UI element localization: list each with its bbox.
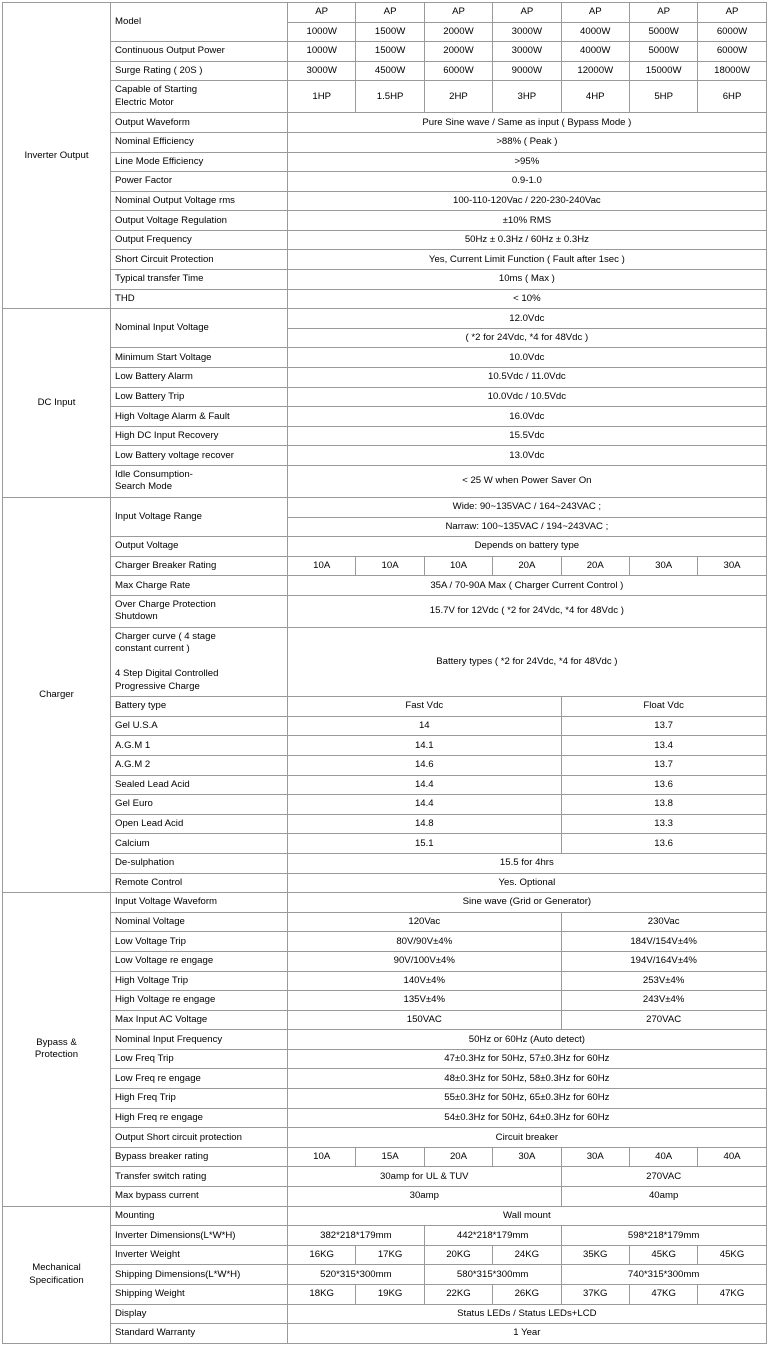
row-charger-breaker-rating-value-3: 10A [424, 556, 492, 576]
row-model-bottom-value-3: 2000W [424, 22, 492, 42]
specification-table-body [3, 3, 767, 1344]
table-row [3, 951, 767, 971]
table-row [3, 853, 767, 873]
param-label-a-g-m-2: A.G.M 2 [111, 755, 288, 775]
row-nominal-input-voltage-top-value: 12.0Vdc [288, 309, 767, 329]
param-label-low-freq-re-engage: Low Freq re engage [111, 1069, 288, 1089]
row-shipping-dimensions-l-w-h-value-2: 580*315*300mm [424, 1265, 561, 1285]
row-inverter-dimensions-l-w-h-value-3: 598*218*179mm [561, 1226, 766, 1246]
param-label-input-voltage-waveform: Input Voltage Waveform [111, 893, 288, 913]
table-row [3, 736, 767, 756]
row-nominal-voltage-value-right: 230Vac [561, 912, 766, 932]
table-row [3, 42, 767, 62]
param-label-bypass-breaker-rating: Bypass breaker rating [111, 1147, 288, 1167]
row-nominal-output-voltage-rms-value: 100-110-120Vac / 220-230-240Vac [288, 191, 767, 211]
param-label-gel-u-s-a: Gel U.S.A [111, 716, 288, 736]
table-row [3, 289, 767, 309]
param-label-high-dc-input-recovery: High DC Input Recovery [111, 426, 288, 446]
row-output-waveform-value: Pure Sine wave / Same as input ( Bypass Mode ) [288, 113, 767, 133]
row-high-voltage-trip-value-right: 253V±4% [561, 971, 766, 991]
row-low-voltage-re-engage-value-left: 90V/100V±4% [288, 951, 562, 971]
param-label-inverter-weight: Inverter Weight [111, 1245, 288, 1265]
table-row [3, 61, 767, 81]
param-label-nominal-input-voltage: Nominal Input Voltage [111, 309, 288, 348]
param-label-low-battery-alarm: Low Battery Alarm [111, 368, 288, 388]
table-row [3, 1245, 767, 1265]
param-label-high-freq-trip: High Freq Trip [111, 1089, 288, 1109]
param-label-input-voltage-range: Input Voltage Range [111, 497, 288, 536]
table-row [3, 991, 767, 1011]
row-inverter-weight-value-4: 24KG [493, 1245, 561, 1265]
section-label-charger: Charger [3, 497, 111, 892]
param-label-output-frequency: Output Frequency [111, 230, 288, 250]
param-label-low-battery-voltage-recover: Low Battery voltage recover [111, 446, 288, 466]
row-continuous-output-power-value-3: 2000W [424, 42, 492, 62]
row-output-short-circuit-protection-value: Circuit breaker [288, 1128, 767, 1148]
table-row [3, 556, 767, 576]
param-label-output-short-circuit-protection: Output Short circuit protection [111, 1128, 288, 1148]
row-input-voltage-range-bottom-value: Narraw: 100~135VAC / 194~243VAC ; [288, 517, 767, 537]
row-model-bottom-value-7: 6000W [698, 22, 766, 42]
row-capable-of-starting-electric-motor-value-7: 6HP [698, 81, 766, 113]
row-charger-curve-4-stage-constant-current-4-step-di-value: Battery types ( *2 for 24Vdc, *4 for 48Vdc ) [288, 627, 767, 696]
row-inverter-weight-value-2: 17KG [356, 1245, 424, 1265]
table-row [3, 1285, 767, 1305]
table-row [3, 132, 767, 152]
row-de-sulphation-value: 15.5 for 4hrs [288, 853, 767, 873]
row-high-freq-trip-value: 55±0.3Hz for 50Hz, 65±0.3Hz for 60Hz [288, 1089, 767, 1109]
row-gel-euro-value-left: 14.4 [288, 795, 562, 815]
table-row [3, 368, 767, 388]
row-low-battery-voltage-recover-value: 13.0Vdc [288, 446, 767, 466]
table-row [3, 912, 767, 932]
row-max-bypass-current-value-left: 30amp [288, 1187, 562, 1207]
row-over-charge-protection-shutdown-value: 15.7V for 12Vdc ( *2 for 24Vdc, *4 for 48Vdc ) [288, 595, 767, 627]
param-label-mounting: Mounting [111, 1206, 288, 1226]
row-capable-of-starting-electric-motor-value-3: 2HP [424, 81, 492, 113]
row-bypass-breaker-rating-value-6: 40A [629, 1147, 697, 1167]
row-low-freq-re-engage-value: 48±0.3Hz for 50Hz, 58±0.3Hz for 60Hz [288, 1069, 767, 1089]
param-label-a-g-m-1: A.G.M 1 [111, 736, 288, 756]
param-label-display: Display [111, 1304, 288, 1324]
table-row [3, 191, 767, 211]
param-label-high-voltage-trip: High Voltage Trip [111, 971, 288, 991]
row-low-freq-trip-value: 47±0.3Hz for 50Hz, 57±0.3Hz for 60Hz [288, 1049, 767, 1069]
param-label-remote-control: Remote Control [111, 873, 288, 893]
row-thd-value: < 10% [288, 289, 767, 309]
param-label-nominal-efficiency: Nominal Efficiency [111, 132, 288, 152]
row-shipping-weight-value-1: 18KG [288, 1285, 356, 1305]
row-nominal-efficiency-value: >88% ( Peak ) [288, 132, 767, 152]
param-label-calcium: Calcium [111, 834, 288, 854]
row-gel-u-s-a-value-left: 14 [288, 716, 562, 736]
row-model-top-value-3: AP [424, 3, 492, 23]
table-row [3, 932, 767, 952]
param-label-high-freq-re-engage: High Freq re engage [111, 1108, 288, 1128]
table-row [3, 1226, 767, 1246]
section-label-inverter-output: Inverter Output [3, 3, 111, 309]
row-calcium-value-left: 15.1 [288, 834, 562, 854]
row-a-g-m-1-value-left: 14.1 [288, 736, 562, 756]
row-model-top-value-2: AP [356, 3, 424, 23]
section-label-dc-input: DC Input [3, 309, 111, 498]
row-continuous-output-power-value-4: 3000W [493, 42, 561, 62]
row-continuous-output-power-value-1: 1000W [288, 42, 356, 62]
row-capable-of-starting-electric-motor-value-5: 4HP [561, 81, 629, 113]
row-inverter-weight-value-7: 45KG [698, 1245, 766, 1265]
param-label-inverter-dimensions-l-w-h: Inverter Dimensions(L*W*H) [111, 1226, 288, 1246]
param-label-sealed-lead-acid: Sealed Lead Acid [111, 775, 288, 795]
row-model-top-value-7: AP [698, 3, 766, 23]
row-short-circuit-protection-value: Yes, Current Limit Function ( Fault after 1sec ) [288, 250, 767, 270]
row-surge-rating-20s-value-5: 12000W [561, 61, 629, 81]
table-row [3, 1265, 767, 1285]
row-standard-warranty-value: 1 Year [288, 1324, 767, 1344]
table-row [3, 1089, 767, 1109]
param-label-low-battery-trip: Low Battery Trip [111, 387, 288, 407]
table-row [3, 81, 767, 113]
row-high-voltage-alarm-fault-value: 16.0Vdc [288, 407, 767, 427]
param-label-low-voltage-re-engage: Low Voltage re engage [111, 951, 288, 971]
row-max-bypass-current-value-right: 40amp [561, 1187, 766, 1207]
row-capable-of-starting-electric-motor-value-6: 5HP [629, 81, 697, 113]
row-gel-euro-value-right: 13.8 [561, 795, 766, 815]
row-surge-rating-20s-value-4: 9000W [493, 61, 561, 81]
table-row [3, 1324, 767, 1344]
row-open-lead-acid-value-left: 14.8 [288, 814, 562, 834]
param-label-gel-euro: Gel Euro [111, 795, 288, 815]
row-inverter-weight-value-3: 20KG [424, 1245, 492, 1265]
row-transfer-switch-rating-value-right: 270VAC [561, 1167, 766, 1187]
row-shipping-dimensions-l-w-h-value-1: 520*315*300mm [288, 1265, 425, 1285]
row-typical-transfer-time-value: 10ms ( Max ) [288, 270, 767, 290]
row-surge-rating-20s-value-7: 18000W [698, 61, 766, 81]
table-row [3, 172, 767, 192]
row-capable-of-starting-electric-motor-value-1: 1HP [288, 81, 356, 113]
table-row [3, 348, 767, 368]
row-a-g-m-2-value-left: 14.6 [288, 755, 562, 775]
row-continuous-output-power-value-2: 1500W [356, 42, 424, 62]
param-label-charger-curve-4-stage-constant-current-4-step-di: Charger curve ( 4 stage constant current ) 4 Step Digital Controlled Progressive Charge [111, 627, 288, 696]
param-label-shipping-dimensions-l-w-h: Shipping Dimensions(L*W*H) [111, 1265, 288, 1285]
row-input-voltage-range-top-value: Wide: 90~135VAC / 164~243VAC ; [288, 497, 767, 517]
row-minimum-start-voltage-value: 10.0Vdc [288, 348, 767, 368]
table-row [3, 250, 767, 270]
row-model-bottom-value-1: 1000W [288, 22, 356, 42]
param-label-nominal-input-frequency: Nominal Input Frequency [111, 1030, 288, 1050]
table-row [3, 309, 767, 329]
table-row [3, 873, 767, 893]
param-label-low-voltage-trip: Low Voltage Trip [111, 932, 288, 952]
row-nominal-input-voltage-bottom-value: ( *2 for 24Vdc, *4 for 48Vdc ) [288, 328, 767, 348]
row-model-bottom-value-2: 1500W [356, 22, 424, 42]
param-label-short-circuit-protection: Short Circuit Protection [111, 250, 288, 270]
row-shipping-dimensions-l-w-h-value-3: 740*315*300mm [561, 1265, 766, 1285]
table-row [3, 1187, 767, 1207]
row-low-voltage-trip-value-left: 80V/90V±4% [288, 932, 562, 952]
row-nominal-input-frequency-value: 50Hz or 60Hz (Auto detect) [288, 1030, 767, 1050]
table-row [3, 814, 767, 834]
param-label-transfer-switch-rating: Transfer switch rating [111, 1167, 288, 1187]
row-bypass-breaker-rating-value-7: 40A [698, 1147, 766, 1167]
row-shipping-weight-value-4: 26KG [493, 1285, 561, 1305]
param-label-power-factor: Power Factor [111, 172, 288, 192]
row-nominal-voltage-value-left: 120Vac [288, 912, 562, 932]
table-row [3, 466, 767, 498]
table-row [3, 211, 767, 231]
row-low-voltage-trip-value-right: 184V/154V±4% [561, 932, 766, 952]
table-row [3, 755, 767, 775]
param-label-minimum-start-voltage: Minimum Start Voltage [111, 348, 288, 368]
table-row [3, 893, 767, 913]
param-label-open-lead-acid: Open Lead Acid [111, 814, 288, 834]
param-label-idle-consumption-search-mode: Idle Consumption- Search Mode [111, 466, 288, 498]
section-label-bypass-protection: Bypass & Protection [3, 893, 111, 1207]
row-continuous-output-power-value-6: 5000W [629, 42, 697, 62]
table-row [3, 627, 767, 696]
row-battery-type-value-left: Fast Vdc [288, 697, 562, 717]
row-output-frequency-value: 50Hz ± 0.3Hz / 60Hz ± 0.3Hz [288, 230, 767, 250]
row-a-g-m-1-value-right: 13.4 [561, 736, 766, 756]
row-shipping-weight-value-2: 19KG [356, 1285, 424, 1305]
row-shipping-weight-value-7: 47KG [698, 1285, 766, 1305]
table-row [3, 270, 767, 290]
row-surge-rating-20s-value-1: 3000W [288, 61, 356, 81]
table-row [3, 1128, 767, 1148]
row-low-voltage-re-engage-value-right: 194V/164V±4% [561, 951, 766, 971]
row-inverter-dimensions-l-w-h-value-1: 382*218*179mm [288, 1226, 425, 1246]
table-row [3, 3, 767, 23]
table-row [3, 716, 767, 736]
row-high-voltage-trip-value-left: 140V±4% [288, 971, 562, 991]
row-input-voltage-waveform-value: Sine wave (Grid or Generator) [288, 893, 767, 913]
row-idle-consumption-search-mode-value: < 25 W when Power Saver On [288, 466, 767, 498]
table-row [3, 1147, 767, 1167]
table-row [3, 1049, 767, 1069]
row-model-bottom-value-4: 3000W [493, 22, 561, 42]
row-inverter-dimensions-l-w-h-value-2: 442*218*179mm [424, 1226, 561, 1246]
param-label-nominal-output-voltage-rms: Nominal Output Voltage rms [111, 191, 288, 211]
row-model-top-value-6: AP [629, 3, 697, 23]
row-capable-of-starting-electric-motor-value-2: 1.5HP [356, 81, 424, 113]
param-label-max-input-ac-voltage: Max Input AC Voltage [111, 1010, 288, 1030]
row-high-dc-input-recovery-value: 15.5Vdc [288, 426, 767, 446]
row-output-voltage-regulation-value: ±10% RMS [288, 211, 767, 231]
row-inverter-weight-value-1: 16KG [288, 1245, 356, 1265]
row-model-top-value-1: AP [288, 3, 356, 23]
row-max-charge-rate-value: 35A / 70-90A Max ( Charger Current Control ) [288, 576, 767, 596]
row-mounting-value: Wall mount [288, 1206, 767, 1226]
param-label-over-charge-protection-shutdown: Over Charge Protection Shutdown [111, 595, 288, 627]
row-bypass-breaker-rating-value-2: 15A [356, 1147, 424, 1167]
row-bypass-breaker-rating-value-4: 30A [493, 1147, 561, 1167]
param-label-output-waveform: Output Waveform [111, 113, 288, 133]
param-label-max-charge-rate: Max Charge Rate [111, 576, 288, 596]
table-row [3, 795, 767, 815]
table-row [3, 497, 767, 517]
row-a-g-m-2-value-right: 13.7 [561, 755, 766, 775]
row-remote-control-value: Yes. Optional [288, 873, 767, 893]
row-bypass-breaker-rating-value-5: 30A [561, 1147, 629, 1167]
table-row [3, 1108, 767, 1128]
row-shipping-weight-value-3: 22KG [424, 1285, 492, 1305]
param-label-continuous-output-power: Continuous Output Power [111, 42, 288, 62]
param-label-nominal-voltage: Nominal Voltage [111, 912, 288, 932]
row-gel-u-s-a-value-right: 13.7 [561, 716, 766, 736]
row-surge-rating-20s-value-3: 6000W [424, 61, 492, 81]
row-continuous-output-power-value-7: 6000W [698, 42, 766, 62]
table-row [3, 834, 767, 854]
row-high-freq-re-engage-value: 54±0.3Hz for 50Hz, 64±0.3Hz for 60Hz [288, 1108, 767, 1128]
row-model-bottom-value-5: 4000W [561, 22, 629, 42]
row-bypass-breaker-rating-value-1: 10A [288, 1147, 356, 1167]
table-row [3, 1206, 767, 1226]
param-label-max-bypass-current: Max bypass current [111, 1187, 288, 1207]
table-row [3, 537, 767, 557]
table-row [3, 697, 767, 717]
row-charger-breaker-rating-value-5: 20A [561, 556, 629, 576]
row-low-battery-alarm-value: 10.5Vdc / 11.0Vdc [288, 368, 767, 388]
table-row [3, 387, 767, 407]
row-charger-breaker-rating-value-7: 30A [698, 556, 766, 576]
table-row [3, 230, 767, 250]
row-continuous-output-power-value-5: 4000W [561, 42, 629, 62]
row-high-voltage-re-engage-value-left: 135V±4% [288, 991, 562, 1011]
table-row [3, 775, 767, 795]
param-label-output-voltage-regulation: Output Voltage Regulation [111, 211, 288, 231]
row-capable-of-starting-electric-motor-value-4: 3HP [493, 81, 561, 113]
row-charger-breaker-rating-value-4: 20A [493, 556, 561, 576]
param-label-shipping-weight: Shipping Weight [111, 1285, 288, 1305]
param-label-de-sulphation: De-sulphation [111, 853, 288, 873]
table-row [3, 576, 767, 596]
row-max-input-ac-voltage-value-left: 150VAC [288, 1010, 562, 1030]
table-row [3, 1030, 767, 1050]
row-bypass-breaker-rating-value-3: 20A [424, 1147, 492, 1167]
row-shipping-weight-value-6: 47KG [629, 1285, 697, 1305]
table-row [3, 1069, 767, 1089]
table-row [3, 971, 767, 991]
row-sealed-lead-acid-value-left: 14.4 [288, 775, 562, 795]
table-row [3, 446, 767, 466]
row-open-lead-acid-value-right: 13.3 [561, 814, 766, 834]
param-label-capable-of-starting-electric-motor: Capable of Starting Electric Motor [111, 81, 288, 113]
row-model-top-value-5: AP [561, 3, 629, 23]
param-label-thd: THD [111, 289, 288, 309]
param-label-standard-warranty: Standard Warranty [111, 1324, 288, 1344]
row-charger-breaker-rating-value-2: 10A [356, 556, 424, 576]
row-inverter-weight-value-6: 45KG [629, 1245, 697, 1265]
param-label-output-voltage: Output Voltage [111, 537, 288, 557]
param-label-charger-breaker-rating: Charger Breaker Rating [111, 556, 288, 576]
row-surge-rating-20s-value-2: 4500W [356, 61, 424, 81]
param-label-battery-type: Battery type [111, 697, 288, 717]
param-label-surge-rating-20s: Surge Rating ( 20S ) [111, 61, 288, 81]
row-sealed-lead-acid-value-right: 13.6 [561, 775, 766, 795]
param-label-high-voltage-alarm-fault: High Voltage Alarm & Fault [111, 407, 288, 427]
table-row [3, 152, 767, 172]
row-inverter-weight-value-5: 35KG [561, 1245, 629, 1265]
table-row [3, 426, 767, 446]
row-transfer-switch-rating-value-left: 30amp for UL & TUV [288, 1167, 562, 1187]
section-label-mechanical-specification: Mechanical Specification [3, 1206, 111, 1343]
row-surge-rating-20s-value-6: 15000W [629, 61, 697, 81]
row-battery-type-value-right: Float Vdc [561, 697, 766, 717]
row-charger-breaker-rating-value-6: 30A [629, 556, 697, 576]
table-row [3, 1304, 767, 1324]
row-output-voltage-value: Depends on battery type [288, 537, 767, 557]
table-row [3, 113, 767, 133]
param-label-model: Model [111, 3, 288, 42]
table-row [3, 1010, 767, 1030]
row-max-input-ac-voltage-value-right: 270VAC [561, 1010, 766, 1030]
table-row [3, 595, 767, 627]
row-shipping-weight-value-5: 37KG [561, 1285, 629, 1305]
param-label-line-mode-efficiency: Line Mode Efficiency [111, 152, 288, 172]
row-display-value: Status LEDs / Status LEDs+LCD [288, 1304, 767, 1324]
row-line-mode-efficiency-value: >95% [288, 152, 767, 172]
row-low-battery-trip-value: 10.0Vdc / 10.5Vdc [288, 387, 767, 407]
param-label-high-voltage-re-engage: High Voltage re engage [111, 991, 288, 1011]
param-label-low-freq-trip: Low Freq Trip [111, 1049, 288, 1069]
param-label-typical-transfer-time: Typical transfer Time [111, 270, 288, 290]
table-row [3, 407, 767, 427]
row-high-voltage-re-engage-value-right: 243V±4% [561, 991, 766, 1011]
specification-table [2, 2, 767, 1344]
row-model-top-value-4: AP [493, 3, 561, 23]
row-power-factor-value: 0.9-1.0 [288, 172, 767, 192]
row-calcium-value-right: 13.6 [561, 834, 766, 854]
table-row [3, 1167, 767, 1187]
row-charger-breaker-rating-value-1: 10A [288, 556, 356, 576]
row-model-bottom-value-6: 5000W [629, 22, 697, 42]
